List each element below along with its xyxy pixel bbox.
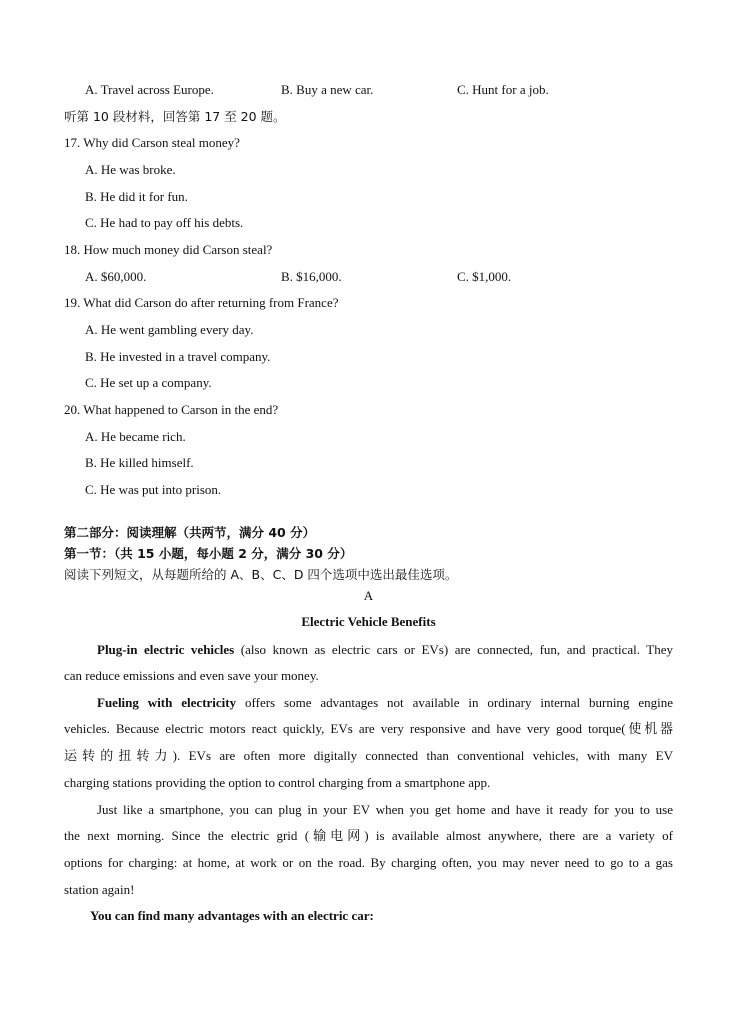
q16-option-b: B. Buy a new car. — [281, 82, 374, 97]
question-option: A. He went gambling every day. — [85, 322, 254, 337]
question-option: B. He killed himself. — [85, 455, 194, 470]
paragraph-3-line-3: options for charging: at home, at work or on the road. By charging often, you may never need to go to a gas — [64, 855, 673, 870]
question-option: A. $60,000. — [85, 269, 147, 284]
q16-option-c: C. Hunt for a job. — [457, 82, 549, 97]
question-option: C. $1,000. — [457, 269, 512, 284]
listening-instruction: 听第 10 段材料，回答第 17 至 20 题。 — [64, 109, 286, 124]
question-stem: 17. Why did Carson steal money? — [64, 135, 240, 150]
question-stem: 19. What did Carson do after returning from France? — [64, 295, 339, 310]
question-option: C. He set up a company. — [85, 375, 212, 390]
paragraph-2-lead: Fueling with electricity — [97, 695, 237, 710]
paragraph-3-line-2: the next morning. Since the electric grid (输电网) is available almost anywhere, there are a variety of — [64, 828, 673, 843]
question-option: A. He was broke. — [85, 162, 176, 177]
reading-instruction: 阅读下列短文，从每题所给的 A、B、C、D 四个选项中选出最佳选项。 — [64, 567, 458, 582]
paragraph-2-line-1: Fueling with electricity offers some advantages not available in ordinary internal burning engine — [97, 695, 673, 710]
paragraph-1-lead: Plug-in electric vehicles — [97, 642, 235, 657]
q16-option-a: A. Travel across Europe. — [85, 82, 214, 97]
question-option: B. He did it for fun. — [85, 189, 188, 204]
question-option: C. He was put into prison. — [85, 482, 222, 497]
question-stem: 18. How much money did Carson steal? — [64, 242, 273, 257]
section1-heading: 第一节：（共 15 小题，每小题 2 分，满分 30 分） — [64, 546, 353, 561]
paragraph-1-line-1: Plug-in electric vehicles (also known as electric cars or EVs) are connected, fun, and practical. They — [97, 642, 673, 657]
passage-title: Electric Vehicle Benefits — [301, 614, 436, 629]
question-option: B. $16,000. — [281, 269, 342, 284]
paragraph-3-line-1: Just like a smartphone, you can plug in your EV when you get home and have it ready for you to use — [97, 802, 673, 817]
paragraph-1-line-2: can reduce emissions and even save your money. — [64, 668, 319, 683]
paragraph-2-line-2: vehicles. Because electric motors react quickly, EVs are very responsive and have very good torque(使机器 — [64, 721, 673, 736]
paragraph-2-line-4: charging stations providing the option to control charging from a smartphone app. — [64, 775, 491, 790]
paragraph-3-line-4: station again! — [64, 882, 135, 897]
part2-heading: 第二部分：阅读理解（共两节，满分 40 分） — [64, 525, 316, 540]
question-option: A. He became rich. — [85, 429, 186, 444]
advantages-heading: You can find many advantages with an electric car: — [90, 908, 374, 923]
question-option: B. He invested in a travel company. — [85, 349, 271, 364]
question-stem: 20. What happened to Carson in the end? — [64, 402, 279, 417]
passage-letter: A — [363, 588, 374, 603]
paragraph-2-line-3: 运转的扭转力). EVs are often more digitally connected than conventional vehicles, with many EV — [64, 748, 673, 763]
question-option: C. He had to pay off his debts. — [85, 215, 244, 230]
